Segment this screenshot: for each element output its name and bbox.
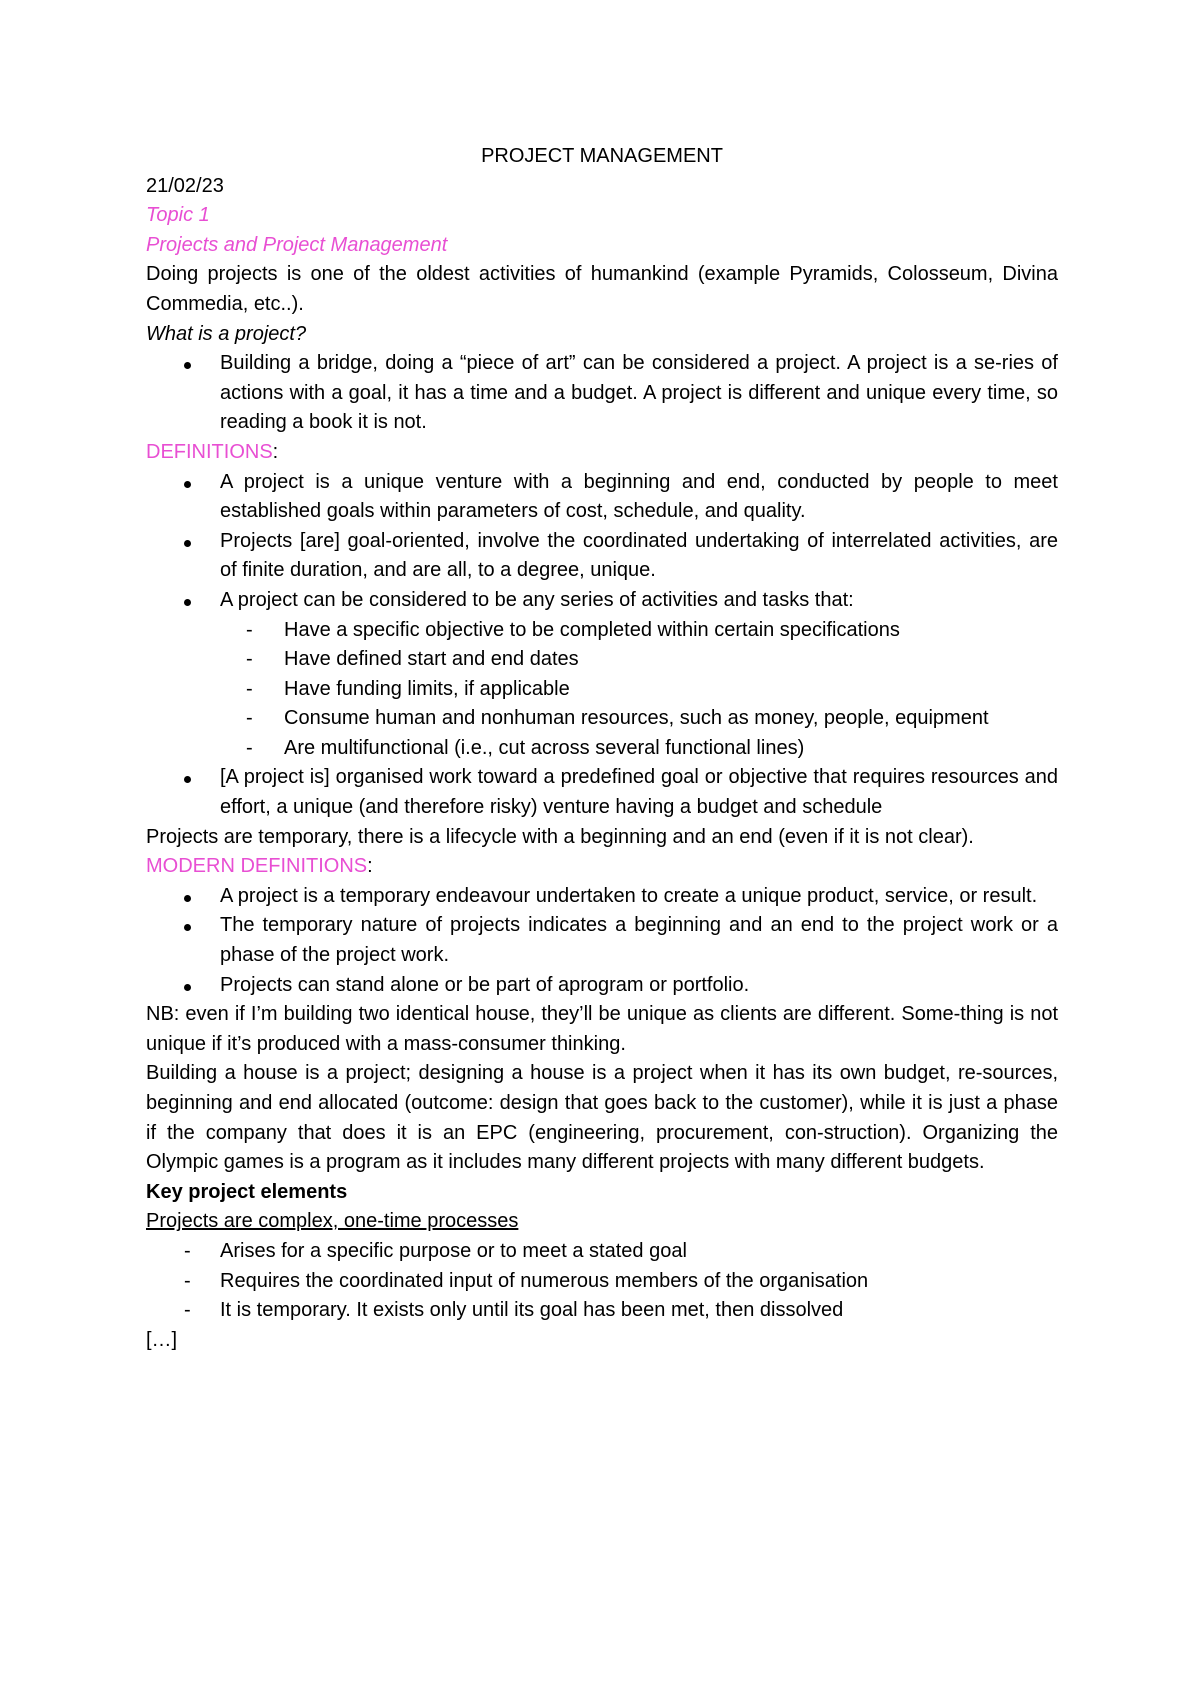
bullet-icon [184, 362, 191, 369]
dash-icon: - [246, 707, 253, 730]
topic-title: Projects and Project Management [146, 233, 448, 256]
intro-paragraph: Doing projects is one of the oldest activities of humankind (example Pyramids, Colosseum, Divina Commedia, etc..). [146, 263, 1058, 315]
sub-list-item [146, 704, 1058, 734]
sub-list-item-text: Have funding limits, if applicable [284, 677, 570, 700]
definitions-heading-text: DEFINITIONS [146, 440, 273, 463]
sub-list-item [146, 645, 1058, 675]
list-item [146, 882, 1058, 912]
dash-icon: - [246, 736, 253, 759]
question-heading: What is a project? [146, 322, 307, 345]
sub-list-item-text: Have a specific objective to be completed within certain specifications [284, 618, 900, 641]
nb-paragraph: NB: even if I’m building two identical house, they’ll be unique as clients are different. Some-thing is not unique if it’s produced with a mass-consumer thinking. [146, 1003, 1058, 1055]
dash-icon: - [184, 1269, 191, 1292]
list-item-text: Projects [are] goal-oriented, involve the coordinated undertaking of interrelated activities, are of finite duration, and are all, to a degree, unique. [220, 529, 1058, 582]
sub-list-item-text: Are multifunctional (i.e., cut across several functional lines) [284, 736, 805, 759]
list-item-text: Requires the coordinated input of numerous members of the organisation [220, 1269, 869, 1292]
sub-list-item-text: Have defined start and end dates [284, 648, 579, 671]
key-elements-heading: Key project elements [146, 1180, 348, 1203]
dash-icon: - [184, 1239, 191, 1262]
list-item [146, 1237, 1058, 1267]
list-item [146, 971, 1058, 1001]
colon: : [367, 855, 373, 878]
document-title: PROJECT MANAGEMENT [481, 145, 723, 167]
bullet-icon [184, 984, 191, 991]
dash-icon: - [246, 677, 253, 700]
modern-definitions-list [146, 882, 1058, 1000]
date: 21/02/23 [146, 174, 224, 197]
list-item-text: Arises for a specific purpose or to meet a stated goal [220, 1239, 687, 1262]
list-item-text: Projects can stand alone or be part of aprogram or portfolio. [220, 973, 750, 996]
modern-definitions-heading [146, 852, 1058, 882]
sub-list-item [146, 734, 1058, 764]
list-item-text: A project is a unique venture with a beginning and end, conducted by people to meet established goals within parameters of cost, schedule, and quality. [220, 470, 1058, 523]
question-list [146, 349, 1058, 438]
list-item [146, 349, 1058, 438]
list-item [146, 468, 1058, 527]
key-elements-subheading: Projects are complex, one-time processes [146, 1210, 519, 1233]
definitions-heading [146, 438, 1058, 468]
colon: : [272, 440, 279, 463]
list-item [146, 527, 1058, 586]
list-item-text: Building a bridge, doing a “piece of art” can be considered a project. A project is a se-ries of actions with a goal, it has a time and a budget. A project is different and unique every time, so reading a book it is not. [220, 352, 1058, 434]
bullet-icon [184, 924, 191, 931]
bullet-icon [184, 540, 191, 547]
list-item-text: A project can be considered to be any series of activities and tasks that: [220, 588, 854, 611]
document-page [146, 142, 1058, 1355]
dash-icon: - [246, 618, 253, 641]
list-item [146, 586, 1058, 764]
list-item [146, 1296, 1058, 1326]
ellipsis: […] [146, 1328, 178, 1351]
bullet-icon [184, 481, 191, 488]
list-item-text: The temporary nature of projects indicates a beginning and an end to the project work or a phase of the project work. [220, 914, 1058, 967]
key-elements-list [146, 1237, 1058, 1326]
list-item-text: [A project is] organised work toward a predefined goal or objective that requires resources and effort, a unique (and therefore risky) venture having a budget and schedule [220, 766, 1058, 819]
dash-icon: - [246, 648, 253, 671]
temporary-paragraph: Projects are temporary, there is a lifecycle with a beginning and an end (even if it is not clear). [146, 825, 974, 848]
sub-list-item [146, 616, 1058, 646]
bullet-icon [184, 599, 191, 606]
sub-list [146, 616, 1058, 764]
list-item [146, 911, 1058, 970]
list-item [146, 1267, 1058, 1297]
definitions-list [146, 468, 1058, 823]
dash-icon: - [184, 1299, 191, 1322]
sub-list-item [146, 675, 1058, 705]
list-item-text: It is temporary. It exists only until its goal has been met, then dissolved [220, 1299, 844, 1322]
list-item-text: A project is a temporary endeavour undertaken to create a unique product, service, or result. [220, 884, 1038, 907]
bullet-icon [184, 776, 191, 783]
list-item [146, 763, 1058, 822]
sub-list-item-text: Consume human and nonhuman resources, such as money, people, equipment [284, 707, 989, 730]
topic-label: Topic 1 [146, 204, 210, 227]
house-paragraph: Building a house is a project; designing a house is a project when it has its own budget, re-sources, beginning and end allocated (outcome: design that goes back to the customer), while it is just a phase if the company that does it is an EPC (engineering, procurement, con-struction). Organizing the Olympic games is a program as it includes many different projects with many different budgets. [146, 1062, 1058, 1174]
modern-heading-text: MODERN DEFINITIONS [146, 855, 368, 878]
bullet-icon [184, 895, 191, 902]
